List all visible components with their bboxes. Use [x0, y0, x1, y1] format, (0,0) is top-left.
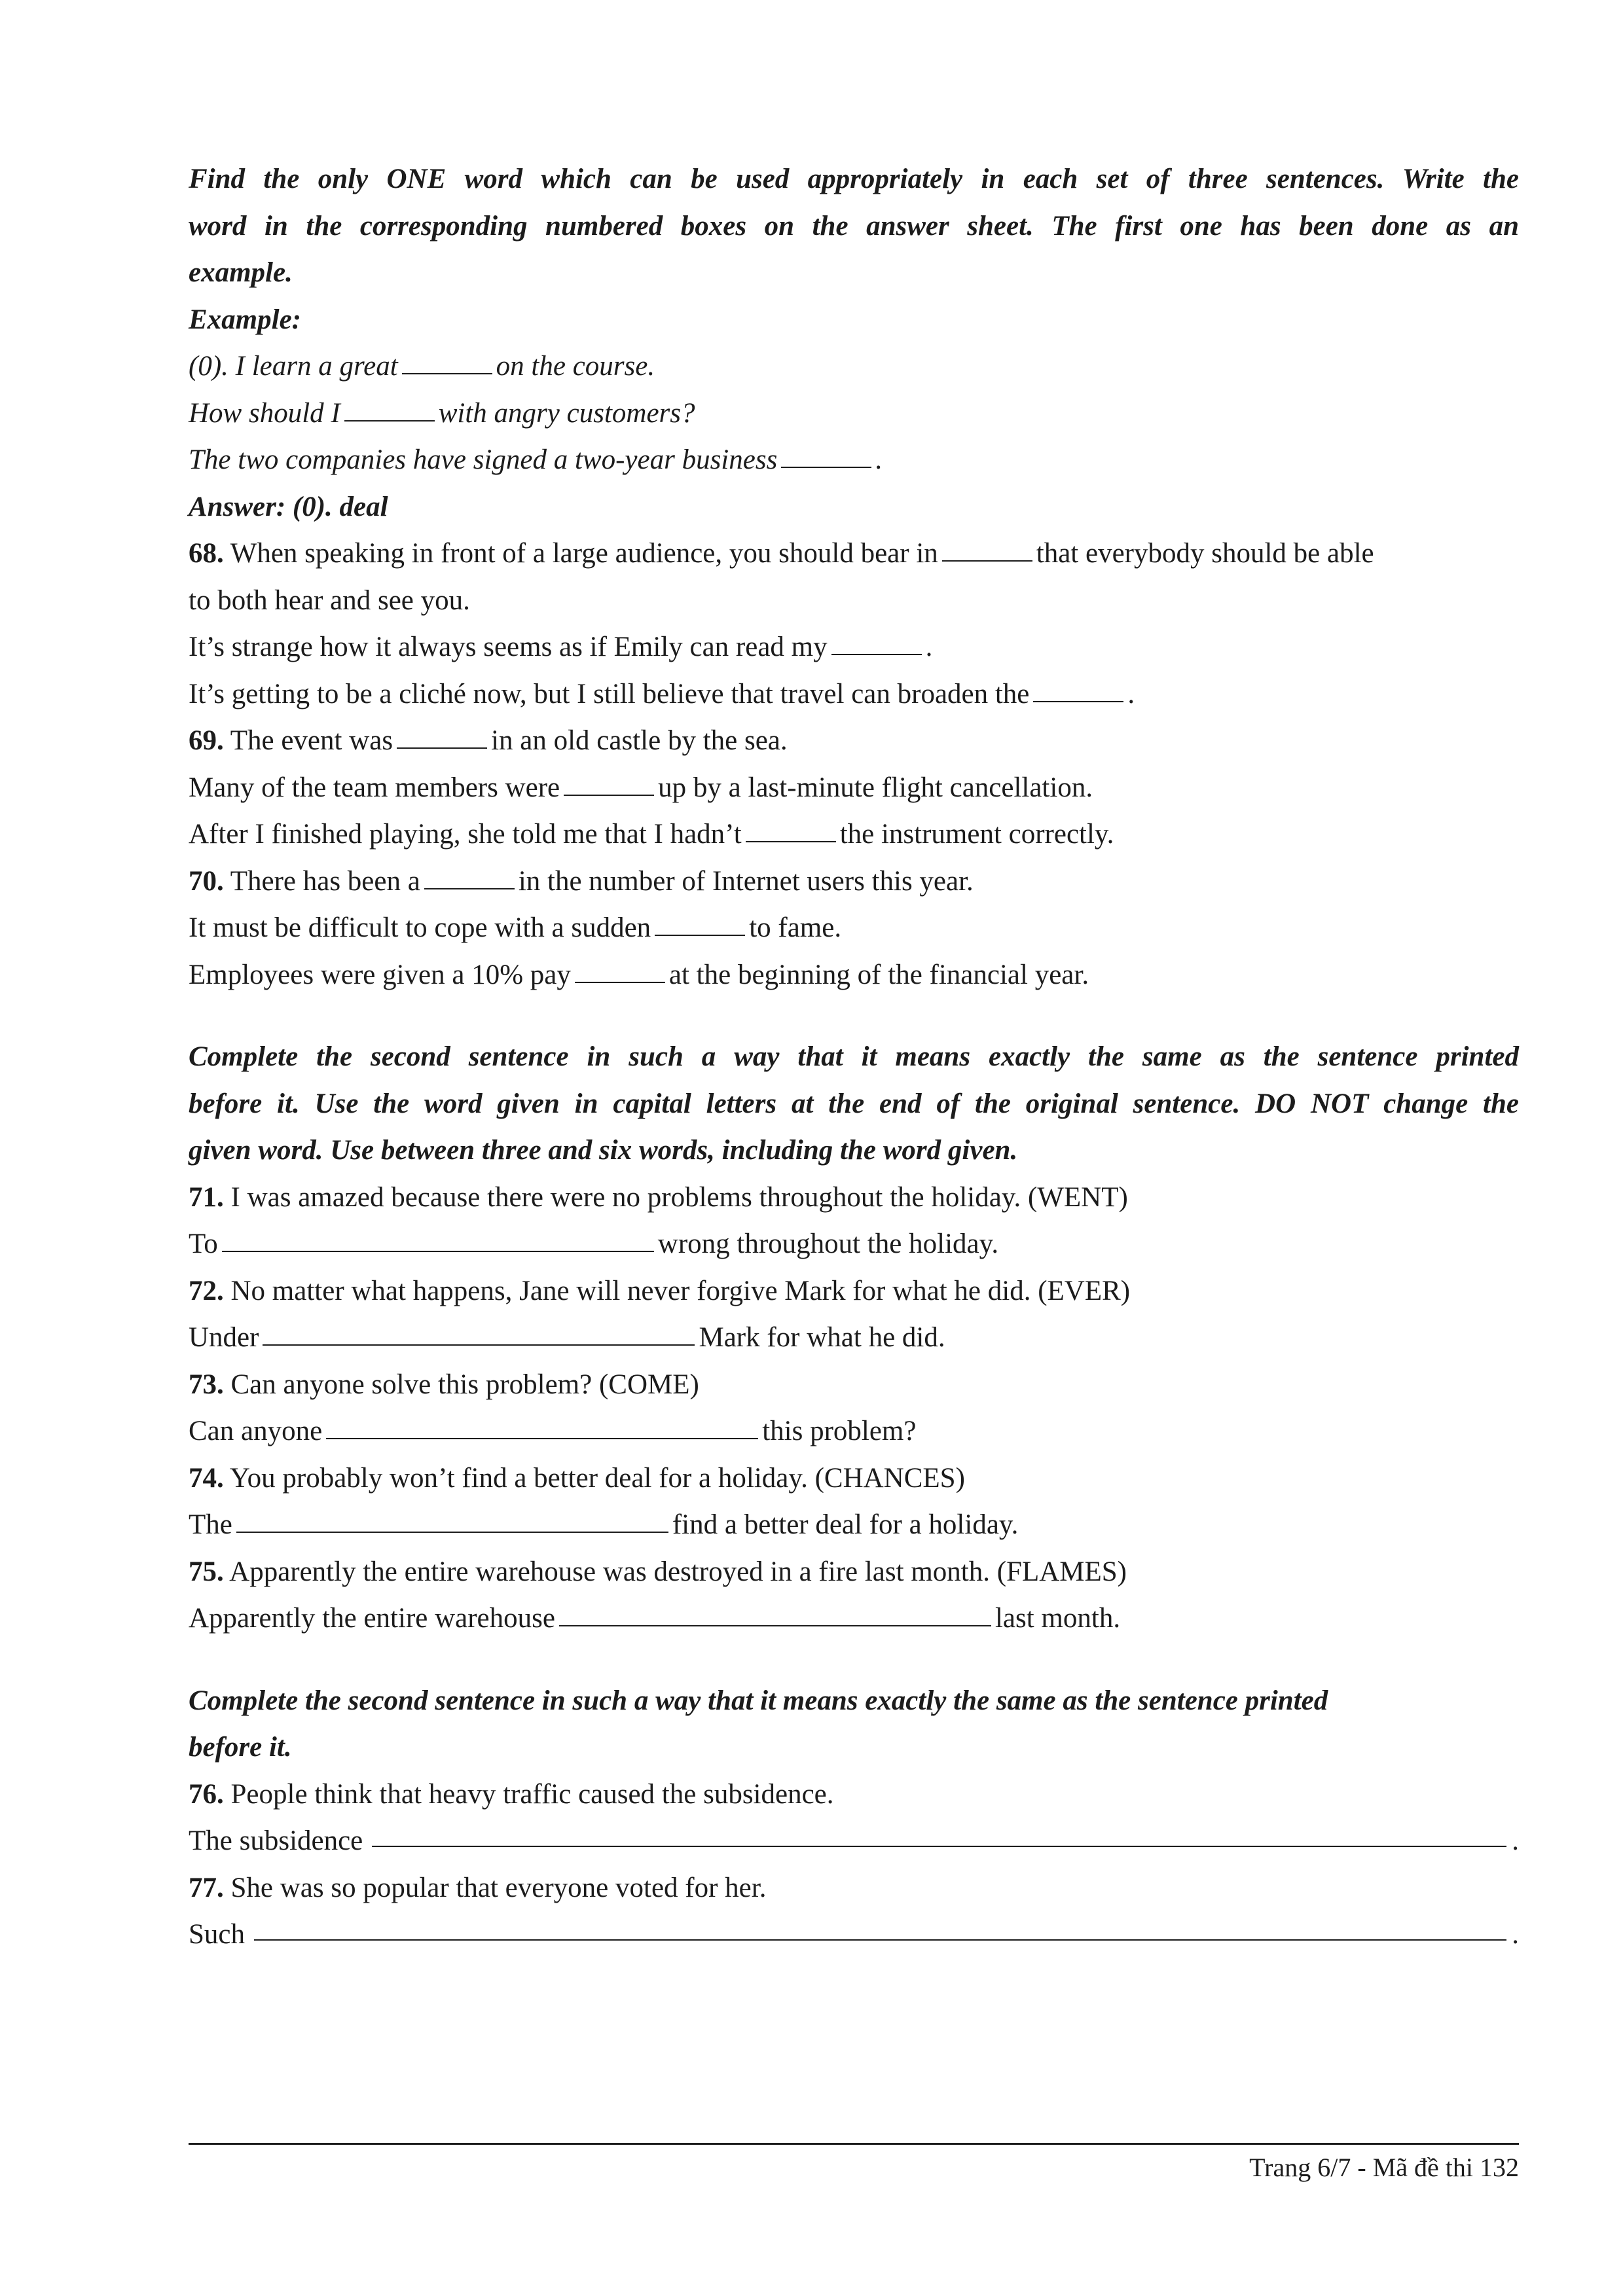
example-sentence-2: [189, 390, 1519, 437]
blank: [575, 982, 665, 983]
q75-end: last month.: [994, 1603, 1121, 1634]
q68-sentence-2: [189, 624, 1519, 671]
q70-s3-end: at the beginning of the financial year.: [668, 959, 1089, 990]
page-footer: Trang 6/7 - Mã đề thi 132: [1249, 2153, 1519, 2182]
q76-original: [189, 1771, 1519, 1818]
q68-sentence-1-cont: to both hear and see you.: [189, 584, 470, 616]
question-number: 73.: [189, 1369, 224, 1400]
question-number: 69.: [189, 725, 224, 756]
question-number: 77.: [189, 1872, 224, 1903]
q76-sentence: People think that heavy traffic caused the subsidence.: [230, 1778, 834, 1810]
q68-s1-end: that everybody should be able: [1036, 538, 1374, 569]
q69-s3-start: After I finished playing, she told me that I hadn’t: [189, 819, 742, 850]
q76-start: The subsidence: [189, 1825, 363, 1856]
example-1-start: (0). I learn a great: [189, 351, 398, 382]
example-sentence-3: [189, 437, 1519, 484]
example-1-end: on the course.: [496, 351, 655, 382]
q71-original: [189, 1174, 1519, 1221]
question-number: 76.: [189, 1778, 224, 1810]
answer-blank[interactable]: [236, 1532, 668, 1533]
example-label: Example:: [189, 304, 301, 335]
question-number: 74.: [189, 1462, 224, 1494]
q77-rewrite: [189, 1911, 1519, 1958]
example-3-end: .: [875, 444, 883, 475]
q70-sentence-3: [189, 952, 1519, 999]
q68-sentence-3: [189, 671, 1519, 718]
q68-s2-end: .: [925, 632, 933, 662]
q70-s3-start: Employees were given a 10% pay: [189, 959, 571, 990]
answer-blank[interactable]: [326, 1438, 758, 1439]
question-number: 68.: [189, 538, 224, 569]
blank: [402, 373, 492, 374]
q70-s1-end: in the number of Internet users this year.: [518, 865, 974, 897]
blank: [424, 888, 515, 889]
q69-s2-end: up by a last-minute flight cancellation.: [658, 772, 1093, 803]
blank: [1033, 701, 1123, 702]
question-number: 70.: [189, 865, 224, 897]
q70-s1-start: There has been a: [230, 865, 420, 897]
blank: [564, 795, 654, 796]
question-number: 75.: [189, 1556, 224, 1587]
q74-original: [189, 1455, 1519, 1502]
q72-original: [189, 1268, 1519, 1315]
q76-rewrite: [189, 1818, 1519, 1865]
q69-sentence-3: [189, 811, 1519, 858]
q76-end: .: [1512, 1825, 1519, 1856]
q77-sentence: She was so popular that everyone voted for her.: [230, 1872, 767, 1903]
q69-sentence-2: [189, 764, 1519, 812]
blank: [781, 467, 871, 468]
example-answer: Answer: (0). deal: [189, 491, 388, 522]
q69-s1-start: The event was: [230, 725, 393, 756]
example-3-start: The two companies have signed a two-year business: [189, 444, 778, 475]
q70-s2-end: to fame.: [749, 912, 842, 943]
q74-end: find a better deal for a holiday.: [672, 1509, 1019, 1540]
example-2-start: How should I: [189, 397, 340, 429]
blank: [746, 841, 836, 842]
q73-start: Can anyone: [189, 1416, 323, 1446]
section1-instruction-line3: example.: [189, 257, 293, 288]
q70-sentence-2: [189, 905, 1519, 952]
q75-sentence: Apparently the entire warehouse was destroyed in a fire last month. (FLAMES): [229, 1556, 1127, 1587]
answer-blank[interactable]: [263, 1344, 695, 1346]
section1-instruction-line2: word in the corresponding numbered boxes on the answer sheet. The first one has been done as an: [189, 210, 1519, 242]
q72-start: Under: [189, 1322, 259, 1353]
section-spacer: [189, 1642, 1519, 1677]
q69-s1-end: in an old castle by the sea.: [491, 725, 788, 756]
q75-rewrite: [189, 1595, 1519, 1642]
q74-sentence: You probably won’t find a better deal for a holiday. (CHANCES): [229, 1462, 965, 1494]
blank: [655, 935, 745, 936]
q68-s3-end: .: [1127, 678, 1135, 709]
q75-start: Apparently the entire warehouse: [189, 1603, 555, 1634]
section2-instruction-line2: before it. Use the word given in capital letters at the end of the original sentence. DO NOT change the: [189, 1088, 1519, 1119]
q69-s2-start: Many of the team members were: [189, 772, 560, 803]
page-content: [189, 156, 1519, 1958]
blank: [344, 420, 435, 422]
blank: [831, 654, 922, 655]
q73-original: [189, 1361, 1519, 1408]
q68-s2-start: It’s strange how it always seems as if Emily can read my: [189, 632, 828, 662]
example-sentence-1: [189, 343, 1519, 390]
q68-sentence-1: [189, 530, 1519, 577]
example-2-end: with angry customers?: [438, 397, 695, 429]
q71-end: wrong throughout the holiday.: [657, 1229, 999, 1259]
question-number: 72.: [189, 1275, 224, 1306]
q77-start: Such: [189, 1919, 245, 1950]
question-number: 71.: [189, 1181, 224, 1213]
blank: [942, 560, 1032, 562]
q75-original: [189, 1549, 1519, 1596]
section2-instruction-line3: given word. Use between three and six words, including the word given.: [189, 1135, 1018, 1166]
q69-s3-end: the instrument correctly.: [839, 819, 1114, 850]
q69-sentence-1: [189, 717, 1519, 764]
answer-line[interactable]: [372, 1846, 1506, 1847]
answer-blank[interactable]: [559, 1625, 991, 1626]
answer-line[interactable]: [254, 1939, 1506, 1941]
section-spacer: [189, 998, 1519, 1033]
q71-start: To: [189, 1229, 218, 1259]
q72-sentence: No matter what happens, Jane will never forgive Mark for what he did. (EVER): [230, 1275, 1131, 1306]
footer-divider: [189, 2143, 1519, 2145]
section3-instruction-line2: before it.: [189, 1732, 292, 1763]
q74-start: The: [189, 1509, 232, 1540]
section2-instruction-line1: Complete the second sentence in such a way that it means exactly the same as the sentence printed: [189, 1041, 1519, 1072]
section3-instruction-line1: Complete the second sentence in such a way that it means exactly the same as the sentence printed: [189, 1685, 1328, 1716]
q74-rewrite: [189, 1501, 1519, 1549]
q72-rewrite: [189, 1314, 1519, 1361]
q70-s2-start: It must be difficult to cope with a sudden: [189, 912, 651, 943]
section1-instruction-line1: Find the only ONE word which can be used appropriately in each set of three sentences. Write the: [189, 164, 1519, 194]
q73-rewrite: [189, 1408, 1519, 1455]
q68-s3-start: It’s getting to be a cliché now, but I still believe that travel can broaden the: [189, 678, 1030, 709]
q71-rewrite: [189, 1221, 1519, 1268]
q73-sentence: Can anyone solve this problem? (COME): [230, 1369, 699, 1400]
blank: [397, 747, 487, 749]
q68-s1-start: When speaking in front of a large audience, you should bear in: [230, 538, 938, 569]
answer-blank[interactable]: [222, 1251, 654, 1252]
q72-end: Mark for what he did.: [699, 1322, 945, 1353]
q77-end: .: [1512, 1919, 1519, 1950]
q73-end: this problem?: [762, 1416, 917, 1446]
q71-sentence: I was amazed because there were no problems throughout the holiday. (WENT): [230, 1181, 1128, 1213]
q70-sentence-1: [189, 858, 1519, 905]
q77-original: [189, 1865, 1519, 1912]
